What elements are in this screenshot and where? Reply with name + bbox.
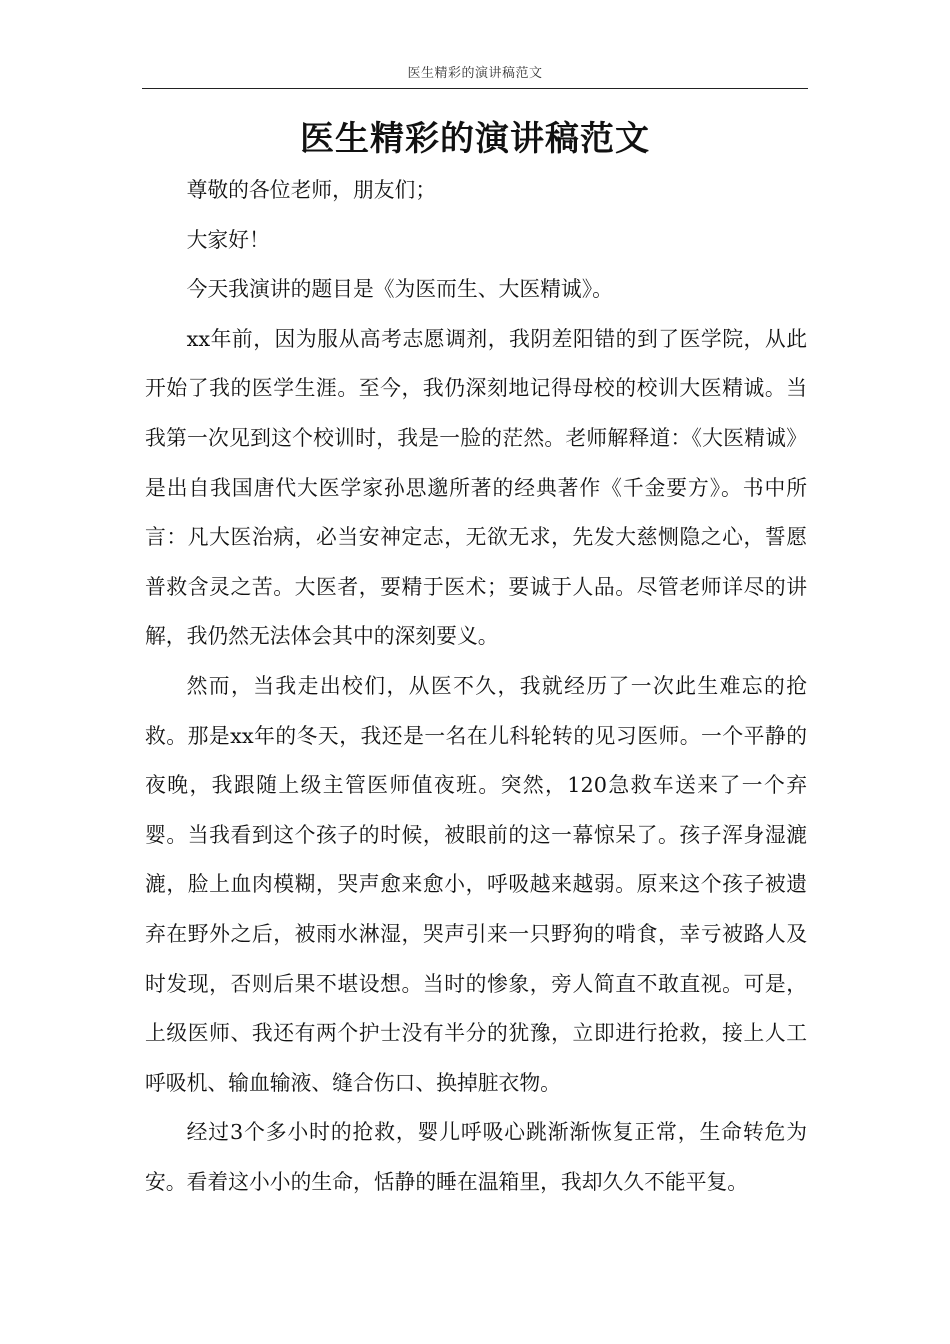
greeting-paragraph: 大家好！ <box>186 227 270 252</box>
document-title: 医生精彩的演讲稿范文 <box>300 119 650 159</box>
header-divider <box>142 88 808 89</box>
salutation-paragraph: 尊敬的各位老师，朋友们； <box>186 178 437 202</box>
body-paragraph: 然而，当我走出校们，从医不久，我就经历了一次此生难忘的抢救。那是xx年的冬天，我还是一名在儿科轮转的见习医师。一个平静的夜晚，我跟随上级主管医师值夜班。突然，120急救车送来了一个弃婴。当我看到这个孩子的时候，被眼前的这一幕惊呆了。孩子浑身湿漉漉，脸上血肉模糊，哭声愈来愈小，呼吸越来越弱。原来这个孩子被遗弃在野外之后，被雨水淋湿，哭声引来一只野狗的啃食，幸亏被路人及时发现，否则后果不堪设想。当时的惨象，旁人简直不敢直视。可是，上级医师、我还有两个护士没有半分的犹豫，立即进行抢救，接上人工呼吸机、输血输液、缝合伤口、换掉脏衣物。 <box>145 673 807 1095</box>
body-paragraph: 经过3个多小时的抢救，婴儿呼吸心跳渐渐恢复正常，生命转危为安。看着这小小的生命，恬静的睡在温箱里，我却久久不能平复。 <box>145 1120 807 1194</box>
document-body <box>145 166 807 1207</box>
topic-paragraph: 今天我演讲的题目是《为医而生、大医精诚》。 <box>186 277 613 302</box>
running-header: 医生精彩的演讲稿范文 <box>407 66 543 81</box>
body-paragraph: xx年前，因为服从高考志愿调剂，我阴差阳错的到了医学院，从此开始了我的医学生涯。至今，我仍深刻地记得母校的校训大医精诚。当我第一次见到这个校训时，我是一脸的茫然。老师解释道：《大医精诚》是出自我国唐代大医学家孙思邈所著的经典著作《千金要方》。书中所言：凡大医治病，必当安神定志，无欲无求，先发大慈恻隐之心，誓愿普救含灵之苦。大医者，要精于医术；要诚于人品。尽管老师详尽的讲解，我仍然无法体会其中的深刻要义。 <box>145 326 807 649</box>
